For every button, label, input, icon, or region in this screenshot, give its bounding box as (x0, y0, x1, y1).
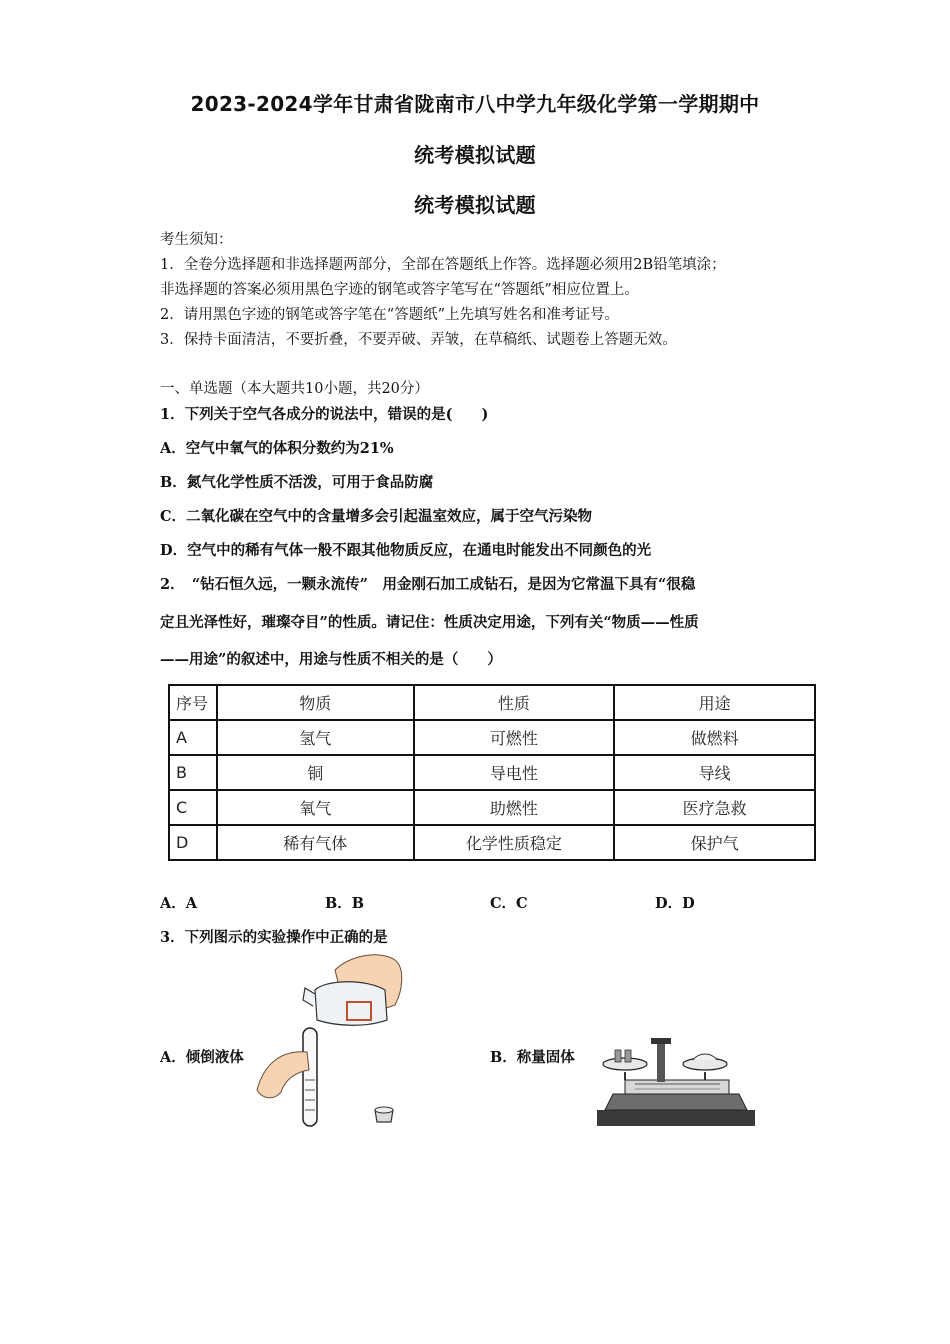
q1-option-d: D．空气中的稀有气体一般不跟其他物质反应，在通电时能发出不同颜色的光 (160, 542, 652, 559)
table-cell: 做燃料 (614, 720, 815, 755)
notice-heading: 考生须知： (160, 232, 233, 248)
q3-option-b-label: B．称量固体 (490, 1049, 575, 1066)
page-subtitle: 统考模拟试题 (414, 143, 536, 167)
header-cell: 性质 (414, 685, 615, 720)
notice-item: 3．保持卡面清洁，不要折叠，不要弄破、弄皱，在草稿纸、试题卷上答题无效。 (160, 332, 677, 348)
page-subtitle-repeat: 统考模拟试题 (414, 193, 536, 217)
table-cell: 可燃性 (414, 720, 615, 755)
q1-option-c: C．二氧化碳在空气中的含量增多会引起温室效应，属于空气污染物 (160, 508, 593, 525)
table-cell: D (169, 825, 217, 860)
table-row (169, 790, 815, 825)
table-cell: A (169, 720, 217, 755)
table-cell: B (169, 755, 217, 790)
table-cell: 保护气 (614, 825, 815, 860)
table-cell: 稀有气体 (217, 825, 414, 860)
question-2-stem-line: ——用途”的叙述中，用途与性质不相关的是（ ） (160, 651, 502, 668)
question-2-stem-line: 定且光泽性好，璀璨夺目”的性质。请记住：性质决定用途，下列有关“物质——性质 (160, 614, 699, 631)
q2-option-b: B．B (325, 895, 365, 912)
table-row (169, 825, 815, 860)
table-cell: 铜 (217, 755, 414, 790)
question-2-stem-line: 2． “钻石恒久远，一颗永流传” 用金刚石加工成钻石，是因为它常温下具有“很稳 (160, 576, 696, 593)
notice-item: 非选择题的答案必须用黑色字迹的钢笔或答字笔写在“答题纸”相应位置上。 (160, 282, 639, 298)
q1-option-a: A．空气中氧气的体积分数约为21% (160, 440, 394, 457)
table-header-row (169, 685, 815, 720)
q1-option-b: B．氮气化学性质不活泼，可用于食品防腐 (160, 474, 434, 491)
table-cell: 氢气 (217, 720, 414, 755)
question-3-stem: 3．下列图示的实验操作中正确的是 (160, 929, 388, 946)
table-row (169, 720, 815, 755)
header-cell: 物质 (217, 685, 414, 720)
table-cell: 助燃性 (414, 790, 615, 825)
q2-option-d: D．D (655, 895, 695, 912)
table-cell: 氧气 (217, 790, 414, 825)
property-table (168, 684, 816, 861)
question-1-stem: 1．下列关于空气各成分的说法中，错误的是( ) (160, 406, 489, 423)
notice-item: 1．全卷分选择题和非选择题两部分，全部在答题纸上作答。选择题必须用2B铅笔填涂； (160, 257, 726, 273)
balance-scale-figure (595, 1032, 760, 1130)
header-cell: 用途 (614, 685, 815, 720)
notice-item: 2．请用黑色字迹的钢笔或答字笔在“答题纸”上先填写姓名和准考证号。 (160, 307, 620, 323)
table-cell: 化学性质稳定 (414, 825, 615, 860)
section-heading: 一、单选题（本大题共10小题，共20分） (160, 381, 429, 397)
table-cell: C (169, 790, 217, 825)
q2-option-c: C．C (490, 895, 528, 912)
q2-option-a: A．A (160, 895, 198, 912)
table-cell: 导线 (614, 755, 815, 790)
table-cell: 导电性 (414, 755, 615, 790)
q3-option-a-label: A．倾倒液体 (160, 1049, 244, 1066)
table-row (169, 755, 815, 790)
table-cell: 医疗急救 (614, 790, 815, 825)
page-title: 2023-2024学年甘肃省陇南市八中学九年级化学第一学期期中 (190, 92, 760, 116)
header-cell: 序号 (169, 685, 217, 720)
pouring-liquid-figure (255, 950, 415, 1135)
